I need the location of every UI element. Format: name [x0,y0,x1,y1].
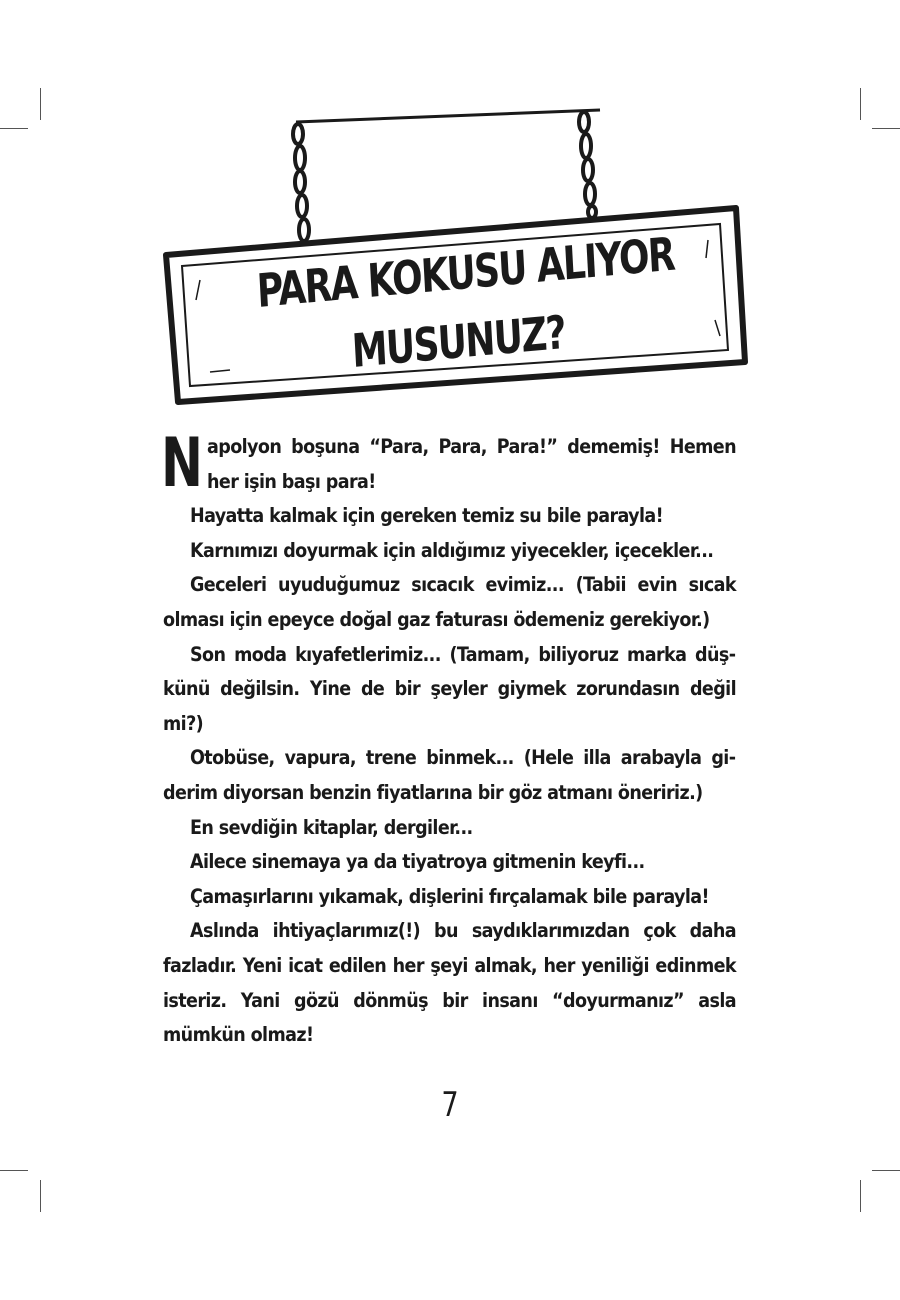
paragraph-4: Geceleri uyuduğumuz sıcacık evimiz... (Tabii evin sıcak olması için epeyce doğal gaz faturası ödemeniz gerekiyor.) [163,573,736,631]
paragraph-7: En sevdiğin kitaplar, dergiler... [190,815,473,839]
crop-mark-bottom-right-vertical [860,1180,861,1212]
chapter-body [161,424,736,1053]
paragraph-9: Çamaşırlarını yıkamak, dişlerini fırçalamak bile parayla! [190,884,709,908]
hanging-sign [160,100,760,410]
crop-mark-bottom-left-horizontal [0,1170,28,1171]
crop-mark-top-right-horizontal [872,128,900,129]
left-chain-icon [293,124,310,250]
paragraph-5: Son moda kıyafetlerimiz... (Tamam, biliyoruz marka düşkünü değilsin. Yine de bir şeyler giymek zorundasın değil mi?) [163,642,736,735]
crop-mark-bottom-right-horizontal [872,1170,900,1171]
page-number: 7 [441,1085,459,1125]
paragraph-6: Otobüse, vapura, trene binmek... (Hele illa arabayla giderim diyorsan benzin fiyatlarına bir göz atmanı öneririz.) [163,746,736,804]
crop-mark-top-left-vertical [40,88,41,120]
crop-mark-top-right-vertical [860,88,861,120]
right-chain-icon [579,112,597,228]
chapter-title-line-1: PARA KOKUSU ALIYOR [255,226,676,318]
paragraph-1 [161,424,736,503]
paragraph-2: Hayatta kalmak için gereken temiz su bile parayla! [190,504,664,528]
paragraph-3: Karnımızı doyurmak için aldığımız yiyecekler, içecekler... [190,538,714,562]
paragraph-8: Ailece sinemaya ya da tiyatroya gitmenin keyfi... [190,850,645,874]
crop-mark-top-left-horizontal [0,128,28,129]
chapter-title-line-2: MUSUNUZ? [350,304,567,378]
paragraph-text: apolyon boşuna “Para, Para, Para!” dememiş! Hemen her işin başı para! [207,435,736,493]
paragraph-10: Aslında ihtiyaçlarımız(!) bu saydıklarımızdan çok daha fazladır. Yeni icat edilen her şeyi almak, her yeniliği edinmek isteriz. Yani gözü dönmüş bir insanı “doyurmanız” asla mümkün olmaz! [163,919,736,1047]
crop-mark-bottom-left-vertical [40,1180,41,1212]
drop-cap: N [161,424,202,503]
